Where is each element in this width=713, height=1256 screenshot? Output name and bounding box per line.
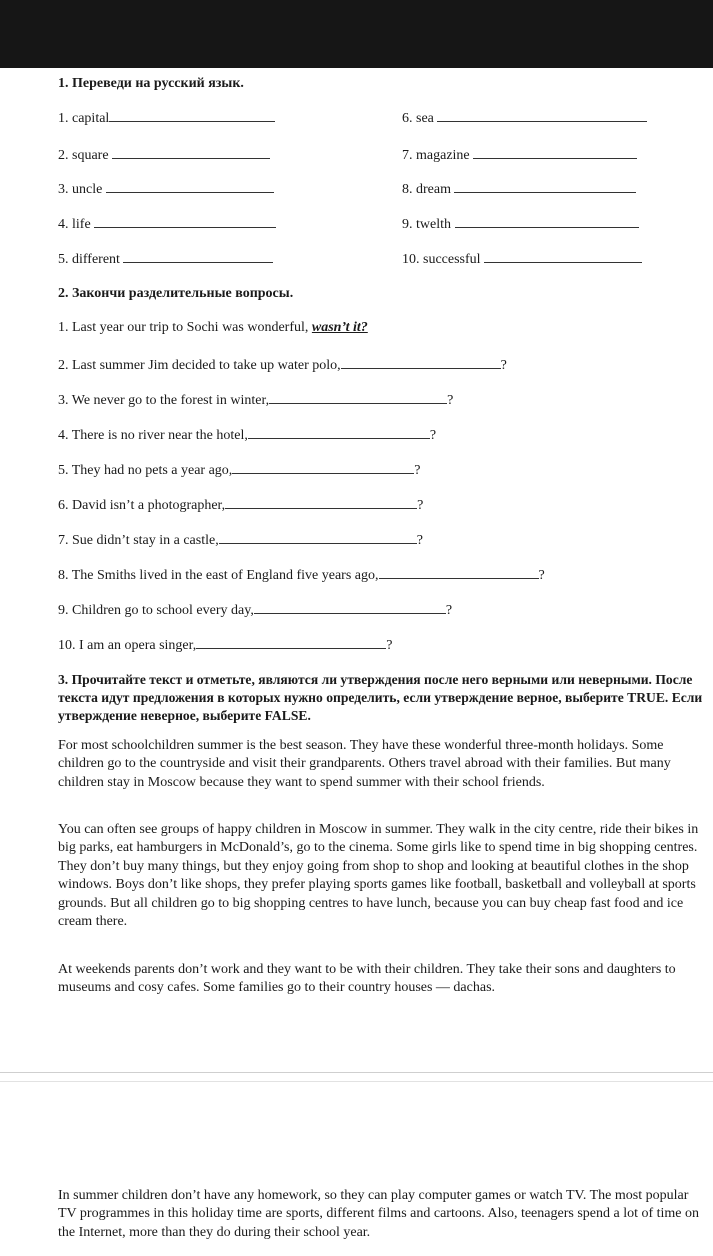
answer-blank[interactable] (94, 215, 276, 228)
top-black-bar (0, 0, 713, 68)
tag-question-1: 1. Last year our trip to Sochi was wonderful, wasn’t it? (58, 320, 368, 335)
page-break-line (0, 1072, 713, 1073)
tag-question-6: 6. David isn’t a photographer, ? (58, 498, 424, 513)
answer-blank[interactable] (106, 180, 274, 193)
tag-question-5: 5. They had no pets a year ago, ? (58, 463, 421, 478)
answer-blank[interactable] (455, 215, 639, 228)
answer-blank[interactable] (109, 109, 275, 122)
answer-blank[interactable] (254, 601, 446, 614)
answer-blank[interactable] (225, 496, 417, 509)
vocab-item-1: 1. capital (58, 109, 275, 127)
example-answer: wasn’t it? (311, 320, 368, 335)
answer-blank[interactable] (454, 180, 636, 193)
answer-blank[interactable] (248, 426, 430, 439)
answer-blank[interactable] (219, 531, 417, 544)
tag-question-8: 8. The Smiths lived in the east of England five years ago, ? (58, 568, 545, 583)
answer-blank[interactable] (196, 636, 386, 649)
vocab-item-9: 9. twelth (402, 215, 639, 233)
reading-paragraph-3: At weekends parents don’t work and they want to be with their children. They take their sons and daughters to museums and cosy cafes. Some families go to their country houses — dachas. (58, 962, 676, 996)
tag-question-2: 2. Last summer Jim decided to take up water polo, ? (58, 358, 507, 373)
answer-blank[interactable] (269, 391, 447, 404)
vocab-item-8: 8. dream (402, 180, 636, 198)
reading-paragraph-4: In summer children don’t have any homework, so they can play computer games or watch TV. The most popular TV programmes in this holiday time are sports, different films and cartoons. Also, teenagers spend a lot of time on the Internet, more than they do during their school year. (58, 1188, 700, 1240)
vocab-item-3: 3. uncle (58, 180, 274, 198)
vocab-item-6: 6. sea (402, 109, 647, 127)
vocab-item-2: 2. square (58, 146, 270, 164)
page-break-line-2 (0, 1081, 713, 1082)
vocab-item-7: 7. magazine (402, 146, 637, 164)
answer-blank[interactable] (123, 250, 273, 263)
reading-paragraph-1: For most schoolchildren summer is the best season. They have these wonderful three-month holidays. Some children go to the countryside and visit their grandparents. Others travel abroad with their families. But many children stay in Moscow because they want to spend summer with their school friends. (58, 738, 671, 790)
task3-heading: 3. Прочитайте текст и отметьте, являются ли утверждения после него верными или неверными. После текста идут предложения в которых нужно определить, если утверждение верное, выберите TRUE. Если утверждение неверное, выберите FALSE. (58, 672, 703, 723)
vocab-item-5: 5. different (58, 250, 273, 268)
tag-question-10: 10. I am an opera singer, ? (58, 638, 393, 653)
tag-question-4: 4. There is no river near the hotel, ? (58, 428, 437, 443)
answer-blank[interactable] (232, 461, 414, 474)
tag-question-7: 7. Sue didn’t stay in a castle, ? (58, 533, 423, 548)
tag-question-9: 9. Children go to school every day, ? (58, 603, 453, 618)
answer-blank[interactable] (112, 146, 270, 159)
answer-blank[interactable] (473, 146, 637, 159)
task1-heading: 1. Переведи на русский язык. (58, 76, 244, 91)
answer-blank[interactable] (484, 250, 642, 263)
reading-paragraph-2: You can often see groups of happy children in Moscow in summer. They walk in the city centre, ride their bikes in big parks, eat hamburgers in McDonald’s, go to the cinema. Some girls like to spend time in big shopping centres. They don’t buy many things, but they enjoy going from shop to shop and looking at beautiful clothes in the shop windows. Boys don’t like shops, they prefer playing sports games like football, basketball and volleyball at sports grounds. But all children go to big shopping centres to have lunch, because you can buy cheap fast food and ice cream there. (58, 822, 699, 930)
task2-heading: 2. Закончи разделительные вопросы. (58, 286, 294, 301)
answer-blank[interactable] (437, 109, 647, 122)
answer-blank[interactable] (341, 356, 501, 369)
tag-question-3: 3. We never go to the forest in winter, ? (58, 393, 454, 408)
vocab-item-4: 4. life (58, 215, 276, 233)
answer-blank[interactable] (379, 566, 539, 579)
vocab-item-10: 10. successful (402, 250, 642, 268)
